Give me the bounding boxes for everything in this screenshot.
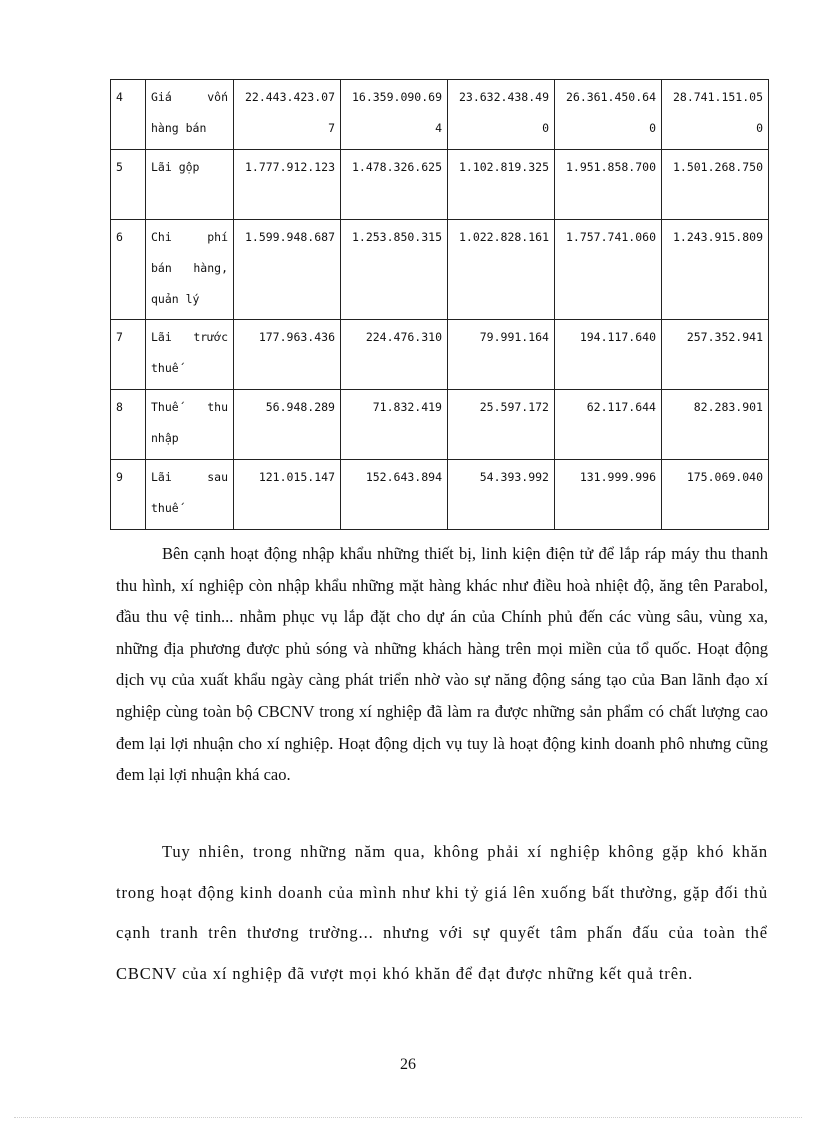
row-number: 7 bbox=[111, 320, 146, 390]
row-label bbox=[146, 320, 234, 390]
footer-divider bbox=[14, 1117, 802, 1118]
value-cell: 121.015.147 bbox=[234, 460, 341, 530]
value-cell: 16.359.090.694 bbox=[341, 80, 448, 150]
row-number: 4 bbox=[111, 80, 146, 150]
row-label-line: Lãi gộp bbox=[151, 160, 200, 174]
value-cell: 28.741.151.050 bbox=[662, 80, 769, 150]
row-label-line: Giá vốn bbox=[151, 90, 228, 104]
row-label-line: hàng bán bbox=[151, 121, 207, 135]
row-number: 5 bbox=[111, 150, 146, 220]
row-label-line: quản lý bbox=[151, 292, 200, 306]
table-row bbox=[111, 80, 769, 150]
value-cell: 1.478.326.625 bbox=[341, 150, 448, 220]
row-label-line: thuế bbox=[151, 361, 179, 375]
value-cell: 177.963.436 bbox=[234, 320, 341, 390]
financial-table bbox=[110, 79, 769, 530]
value-cell: 1.102.819.325 bbox=[448, 150, 555, 220]
row-label-line: nhập bbox=[151, 431, 179, 445]
row-label bbox=[146, 80, 234, 150]
row-label bbox=[146, 460, 234, 530]
row-label bbox=[146, 220, 234, 320]
value-cell: 1.757.741.060 bbox=[555, 220, 662, 320]
value-cell: 224.476.310 bbox=[341, 320, 448, 390]
row-label-line: Thuế thu bbox=[151, 400, 228, 414]
table-row bbox=[111, 150, 769, 220]
value-cell: 1.243.915.809 bbox=[662, 220, 769, 320]
value-cell: 54.393.992 bbox=[448, 460, 555, 530]
value-cell: 1.022.828.161 bbox=[448, 220, 555, 320]
value-cell: 1.777.912.123 bbox=[234, 150, 341, 220]
value-cell: 71.832.419 bbox=[341, 390, 448, 460]
table-row bbox=[111, 390, 769, 460]
row-label-line: Lãi trước bbox=[151, 330, 228, 344]
paragraph-1: Bên cạnh hoạt động nhập khẩu những thiết bị, linh kiện điện tử để lắp ráp máy thu thanh thu hình, xí nghiệp còn nhập khẩu những mặt hàng khác như điều hoà nhiệt độ, ăng tên Parabol, đầu thu vệ tinh... nhằm phục vụ lắp đặt cho dự án của Chính phủ đến các vùng sâu, vùng xa, những địa phương được phủ sóng và những khách hàng trên mọi miền của tổ quốc. Hoạt động dịch vụ của xuất khẩu ngày càng phát triển nhờ vào sự năng động sáng tạo của Ban lãnh đạo xí nghiệp cùng toàn bộ CBCNV trong xí nghiệp đã làm ra được những sản phẩm có chất lượng cao đem lại lợi nhuận cho xí nghiệp. Hoạt động dịch vụ tuy là hoạt động kinh doanh phô nhưng cũng đem lại lợi nhuận khá cao. bbox=[116, 544, 768, 785]
value-cell: 152.643.894 bbox=[341, 460, 448, 530]
paragraph-2: Tuy nhiên, trong những năm qua, không phải xí nghiệp không gặp khó khăn trong hoạt động kinh doanh của mình như khi tỷ giá lên xuống bất thường, gặp đối thủ cạnh tranh trên thương trường... nhưng với sự quyết tâm phấn đấu của toàn thể CBCNV của xí nghiệp đã vượt mọi khó khăn để đạt được những kết quả trên. bbox=[116, 842, 768, 983]
value-cell: 56.948.289 bbox=[234, 390, 341, 460]
table-row bbox=[111, 220, 769, 320]
row-number: 9 bbox=[111, 460, 146, 530]
value-cell: 79.991.164 bbox=[448, 320, 555, 390]
row-label bbox=[146, 390, 234, 460]
value-cell: 1.501.268.750 bbox=[662, 150, 769, 220]
row-label-line: bán hàng, bbox=[151, 261, 228, 275]
value-cell: 25.597.172 bbox=[448, 390, 555, 460]
table-body bbox=[111, 80, 769, 530]
table-row bbox=[111, 320, 769, 390]
row-label-line: Chi phí bbox=[151, 230, 228, 244]
table-row bbox=[111, 460, 769, 530]
value-cell: 131.999.996 bbox=[555, 460, 662, 530]
row-number: 8 bbox=[111, 390, 146, 460]
row-label-line: Lãi sau bbox=[151, 470, 228, 484]
value-cell: 82.283.901 bbox=[662, 390, 769, 460]
value-cell: 257.352.941 bbox=[662, 320, 769, 390]
value-cell: 1.599.948.687 bbox=[234, 220, 341, 320]
value-cell: 22.443.423.077 bbox=[234, 80, 341, 150]
value-cell: 1.951.858.700 bbox=[555, 150, 662, 220]
value-cell: 26.361.450.640 bbox=[555, 80, 662, 150]
value-cell: 62.117.644 bbox=[555, 390, 662, 460]
value-cell: 1.253.850.315 bbox=[341, 220, 448, 320]
page-number: 26 bbox=[400, 1056, 416, 1073]
value-cell: 175.069.040 bbox=[662, 460, 769, 530]
row-label-line: thuế bbox=[151, 501, 179, 515]
row-label bbox=[146, 150, 234, 220]
row-number: 6 bbox=[111, 220, 146, 320]
value-cell: 23.632.438.490 bbox=[448, 80, 555, 150]
value-cell: 194.117.640 bbox=[555, 320, 662, 390]
